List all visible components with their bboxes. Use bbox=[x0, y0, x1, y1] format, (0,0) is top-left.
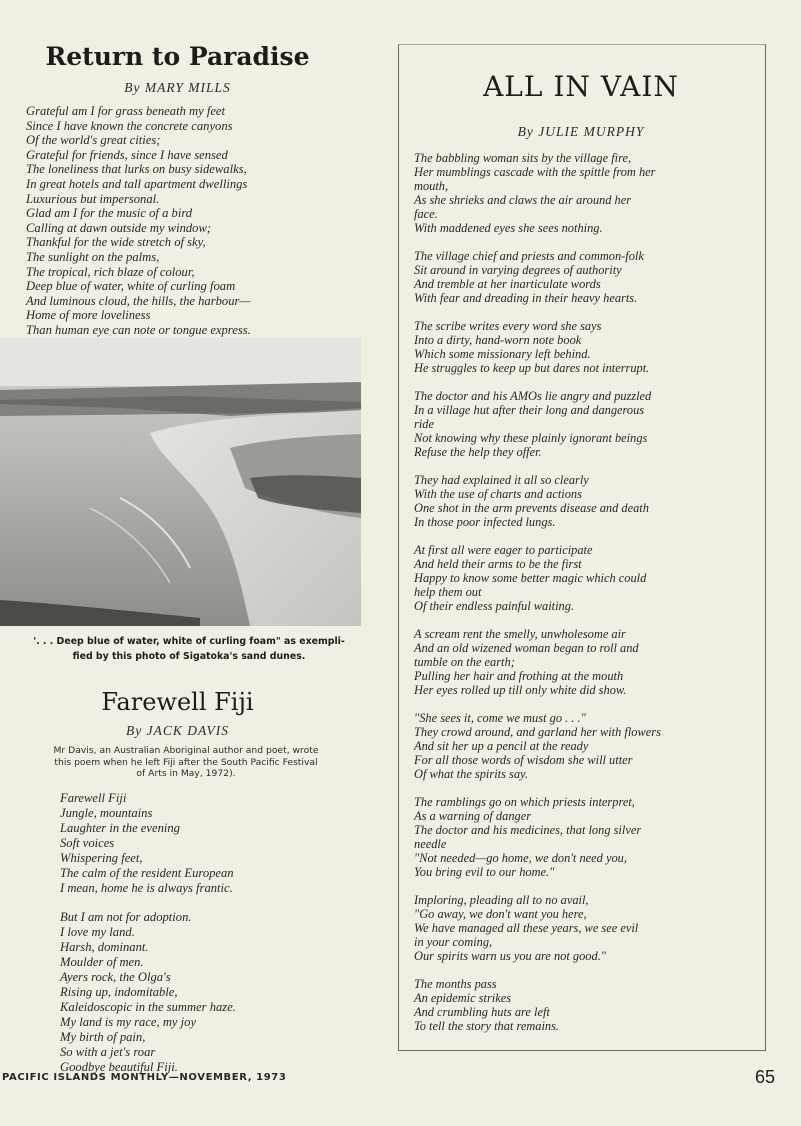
poem-line: One shot in the arm prevents disease and death bbox=[414, 501, 649, 515]
poem-line: And luminous cloud, the hills, the harbour— bbox=[26, 293, 251, 308]
poem-line: As a warning of danger bbox=[414, 809, 532, 823]
poem-line: needle bbox=[414, 837, 447, 851]
stanza-break bbox=[414, 879, 661, 893]
poem-body bbox=[60, 791, 236, 1075]
poem-line: The babbling woman sits by the village fire, bbox=[414, 151, 632, 165]
poem-line: Her eyes rolled up till only white did show. bbox=[414, 683, 627, 697]
poem-line: Farewell Fiji bbox=[60, 791, 127, 805]
poem-line: in your coming, bbox=[414, 935, 493, 949]
poem-line: Of the world's great cities; bbox=[26, 133, 161, 148]
poem-line: Thankful for the wide stretch of sky, bbox=[26, 235, 206, 250]
poem-line: With the use of charts and actions bbox=[414, 487, 582, 501]
poem-line: Of their endless painful waiting. bbox=[414, 599, 575, 613]
photo-caption bbox=[0, 634, 378, 664]
poem-line: The tropical, rich blaze of colour, bbox=[26, 264, 195, 279]
publication-footer: PACIFIC ISLANDS MONTHLY—NOVEMBER, 1973 bbox=[2, 1072, 287, 1083]
poem-line: As she shrieks and claws the air around her bbox=[414, 193, 632, 207]
poem-line: And held their arms to be the first bbox=[414, 557, 582, 571]
poem-line: Kaleidoscopic in the summer haze. bbox=[60, 1000, 236, 1014]
left-column bbox=[0, 0, 380, 1126]
poem-line: Into a dirty, hand-worn note book bbox=[414, 333, 582, 347]
poem-line: Imploring, pleading all to no avail, bbox=[414, 893, 589, 907]
sand-dunes-photo-art bbox=[0, 338, 361, 626]
stanza-break bbox=[414, 781, 661, 795]
poem-line: The ramblings go on which priests interpret, bbox=[414, 795, 635, 809]
poem-title: Return to Paradise bbox=[45, 42, 310, 71]
poem-line: The loneliness that lurks on busy sidewalks, bbox=[26, 162, 247, 177]
poem-line: The doctor and his medicines, that long silver bbox=[414, 823, 642, 837]
stanza-break bbox=[414, 613, 661, 627]
poem-line: ride bbox=[414, 417, 434, 431]
poem-line: Harsh, dominant. bbox=[60, 940, 149, 954]
poem-line: Soft voices bbox=[60, 836, 115, 850]
stanza-break bbox=[414, 963, 661, 977]
poem-line: An epidemic strikes bbox=[414, 991, 512, 1005]
poem-line: Her mumblings cascade with the spittle from her bbox=[414, 165, 656, 179]
poem-line: He struggles to keep up but dares not interrupt. bbox=[414, 361, 650, 375]
poem-line: Goodbye beautiful Fiji. bbox=[60, 1060, 178, 1074]
poem-line: Luxurious but impersonal. bbox=[26, 191, 160, 206]
poem-line: My land is my race, my joy bbox=[60, 1015, 197, 1029]
poem-byline: By MARY MILLS bbox=[124, 80, 231, 95]
poem-intro-line: Mr Davis, an Australian Aboriginal author and poet, wrote bbox=[53, 745, 319, 756]
poem-line: The scribe writes every word she says bbox=[414, 319, 602, 333]
poem-line: At first all were eager to participate bbox=[414, 543, 593, 557]
poem-title: ALL IN VAIN bbox=[483, 70, 679, 103]
poem-line: To tell the story that remains. bbox=[414, 1019, 560, 1033]
poem-line: Deep blue of water, white of curling foam bbox=[26, 279, 236, 294]
poem-intro-line: of Arts in May, 1972). bbox=[136, 768, 236, 779]
poem-line: So with a jet's roar bbox=[60, 1045, 156, 1059]
poem-line: The calm of the resident European bbox=[60, 866, 234, 880]
poem-line: Not knowing why these plainly ignorant beings bbox=[414, 431, 648, 445]
poem-byline: By JACK DAVIS bbox=[125, 723, 230, 738]
poem-line: face. bbox=[414, 207, 438, 221]
poem-line: tumble on the earth; bbox=[414, 655, 515, 669]
poem-line: Jungle, mountains bbox=[60, 806, 153, 820]
poem-line: "Go away, we don't want you here, bbox=[414, 907, 587, 921]
poem-line: In a village hut after their long and dangerous bbox=[414, 403, 645, 417]
poem-line: I love my land. bbox=[60, 925, 135, 939]
sand-dunes-photo bbox=[0, 338, 361, 626]
poem-intro-line: this poem when he left Fiji after the South Pacific Festival bbox=[54, 756, 318, 768]
poem-line: They crowd around, and garland her with flowers bbox=[414, 725, 661, 739]
poem-line: Home of more loveliness bbox=[26, 308, 151, 323]
photo-caption-line: '. . . Deep blue of water, white of curling foam" as exempli- bbox=[33, 636, 345, 647]
poem-line: Which some missionary left behind. bbox=[414, 347, 591, 361]
poem-line: Of what the spirits say. bbox=[414, 767, 528, 781]
poem-line: And tremble at her inarticulate words bbox=[414, 277, 601, 291]
poem-line: In great hotels and tall apartment dwellings bbox=[26, 176, 248, 191]
poem-line: Rising up, indomitable, bbox=[60, 985, 178, 999]
poem-line: And crumbling huts are left bbox=[414, 1005, 550, 1019]
poem-line: The sunlight on the palms, bbox=[26, 249, 160, 264]
poem-intro bbox=[0, 745, 372, 780]
poem-line: Since I have known the concrete canyons bbox=[26, 118, 233, 133]
stanza-break bbox=[414, 529, 661, 543]
poem-line: For all those words of wisdom she will utter bbox=[414, 753, 633, 767]
poem-line: "She sees it, come we must go . . ." bbox=[414, 711, 586, 725]
poem-line: And an old wizened woman began to roll and bbox=[414, 641, 639, 655]
poem-body bbox=[414, 151, 661, 1033]
poem-line: With fear and dreading in their heavy hearts. bbox=[414, 291, 638, 305]
poem-line: The doctor and his AMOs lie angry and puzzled bbox=[414, 389, 652, 403]
poem-line: Glad am I for the music of a bird bbox=[26, 206, 193, 221]
poem-line: "Not needed—go home, we don't need you, bbox=[414, 851, 627, 865]
poem-line: A scream rent the smelly, unwholesome air bbox=[414, 627, 626, 641]
poem-line: Than human eye can note or tongue express. bbox=[26, 322, 251, 337]
poem-line: mouth, bbox=[414, 179, 449, 193]
stanza-break bbox=[414, 305, 661, 319]
poem-line: Our spirits warn us you are not good." bbox=[414, 949, 606, 963]
stanza-break bbox=[414, 235, 661, 249]
poem-line: Grateful am I for grass beneath my feet bbox=[26, 104, 226, 118]
poem-title: Farewell Fiji bbox=[101, 688, 254, 716]
stanza-break bbox=[60, 896, 236, 910]
poem-line: Sit around in varying degrees of authority bbox=[414, 263, 622, 277]
poem-line: Refuse the help they offer. bbox=[414, 445, 542, 459]
poem-line: In those poor infected lungs. bbox=[414, 515, 556, 529]
poem-line: You bring evil to our home." bbox=[414, 865, 555, 879]
poem-line: help them out bbox=[414, 585, 482, 599]
stanza-break bbox=[414, 375, 661, 389]
poem-line: Happy to know some better magic which could bbox=[414, 571, 647, 585]
photo-caption-line: fied by this photo of Sigatoka's sand dunes. bbox=[72, 651, 306, 662]
poem-line: Moulder of men. bbox=[60, 955, 144, 969]
poem-byline: By JULIE MURPHY bbox=[517, 124, 645, 139]
page-number: 65 bbox=[755, 1067, 776, 1087]
stanza-break bbox=[414, 697, 661, 711]
poem-line: Whispering feet, bbox=[60, 851, 143, 865]
poem-line: With maddened eyes she sees nothing. bbox=[414, 221, 603, 235]
poem-line: But I am not for adoption. bbox=[60, 910, 192, 924]
stanza-break bbox=[414, 459, 661, 473]
poem-line: We have managed all these years, we see evil bbox=[414, 921, 639, 935]
poem-body bbox=[26, 104, 251, 338]
poem-line: Ayers rock, the Olga's bbox=[60, 970, 171, 984]
poem-line: My birth of pain, bbox=[60, 1030, 146, 1044]
poem-line: The village chief and priests and common-folk bbox=[414, 249, 644, 263]
poem-line: They had explained it all so clearly bbox=[414, 473, 589, 487]
poem-line: Laughter in the evening bbox=[60, 821, 180, 835]
poem-line: I mean, home he is always frantic. bbox=[60, 881, 233, 895]
poem-line: Calling at dawn outside my window; bbox=[26, 220, 212, 235]
poem-line: The months pass bbox=[414, 977, 497, 991]
poem-line: And sit her up a pencil at the ready bbox=[414, 739, 589, 753]
poem-line: Grateful for friends, since I have sensed bbox=[26, 147, 228, 162]
poem-line: Pulling her hair and frothing at the mouth bbox=[414, 669, 624, 683]
